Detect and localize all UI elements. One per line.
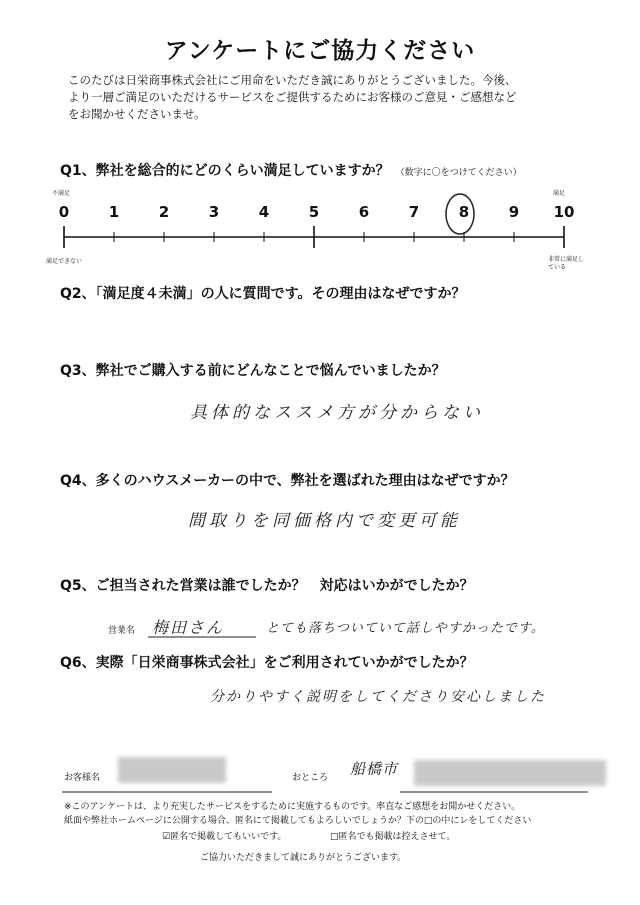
rep-underline [148, 635, 258, 639]
scale-right-bottom: 非常に満足している [548, 256, 585, 271]
scale-number-7[interactable]: 7 [408, 203, 420, 221]
q6-question: Q6、実際「日栄商事株式会社」をご利用されていかがでしたか？ [60, 655, 474, 671]
footer-line-2: 紙面や弊社ホームページに公開する場合、匿名にて掲載してもよろしいでしょうか？下の□の中にレをしてください [64, 816, 532, 826]
q3-answer: 具体的なススメ方が分からない [190, 403, 484, 423]
no-publish-option[interactable]: □匿名でも掲載は控えさせて。 [330, 832, 456, 842]
q5-answer: とても落ちついていて話しやすかったです。 [266, 621, 545, 636]
q2-question: Q2、「満足度４未満」の人に質問です。その理由はなぜですか？ [60, 286, 466, 302]
scale-number-5[interactable]: 5 [308, 203, 320, 221]
q1-note: （数字に〇をつけてください） [395, 168, 522, 178]
selected-circle-mark [446, 194, 474, 234]
rep-name: 梅田さん [152, 618, 225, 637]
address-redacted [414, 760, 606, 786]
scale-number-1[interactable]: 1 [108, 203, 120, 221]
q3-question: Q3、弊社でご購入する前にどんなことで悩んでいましたか？ [60, 363, 446, 379]
q4-question: Q4、多くのハウスメーカーの中で、弊社を選ばれた理由はなぜですか？ [60, 473, 515, 489]
thanks-text: ご協力いただきまして誠にありがとうございます。 [200, 853, 407, 863]
q4-answer: 間取りを同価格内で変更可能 [188, 511, 461, 531]
page-title: アンケートにご協力ください [164, 38, 476, 64]
address-label: おところ [292, 773, 329, 783]
scale-number-8[interactable]: 8 [458, 203, 470, 221]
rep-label: 営業名 [108, 626, 136, 636]
publish-anonymous-option[interactable]: ☑匿名で掲載してもいいです。 [162, 832, 287, 842]
customer-name-redacted [118, 757, 226, 783]
scale-right-top: 満足 [553, 190, 566, 197]
intro-line-2: より一層ご満足のいただけるサービスをご提供するためにお客様のご意見・ご感想など [68, 90, 517, 104]
footer-line-1: ※このアンケートは、より充実したサービスをするために実施するものです。率直なご感想をお聞かせください。 [64, 802, 521, 812]
q5-question: Q5、ご担当された営業は誰でしたか？ 対応はいかがでしたか？ [60, 578, 474, 594]
q1-label: Q1、弊社を総合的にどのくらい満足していますか？ [60, 163, 390, 179]
scale-number-10[interactable]: 10 [553, 203, 575, 221]
scale-number-0[interactable]: 0 [58, 203, 70, 221]
address-value: 船橋市 [350, 760, 399, 778]
scale-number-9[interactable]: 9 [508, 203, 520, 221]
q6-answer: 分かりやすく説明をしてくださり安心しました [210, 689, 546, 705]
intro-line-1: このたびは日栄商事株式会社にご用命をいただき誠にありがとうございました。今後、 [68, 73, 517, 87]
scale-left-top: 不満足 [52, 190, 71, 197]
customer-name-label: お客様名 [64, 773, 101, 783]
scale-number-4[interactable]: 4 [258, 203, 270, 221]
scale-number-2[interactable]: 2 [158, 203, 170, 221]
scale-number-3[interactable]: 3 [208, 203, 220, 221]
scale-number-6[interactable]: 6 [358, 203, 370, 221]
scale-left-bottom: 満足できない [46, 258, 83, 265]
intro-line-3: をお聞かせくださいませ。 [68, 107, 206, 121]
